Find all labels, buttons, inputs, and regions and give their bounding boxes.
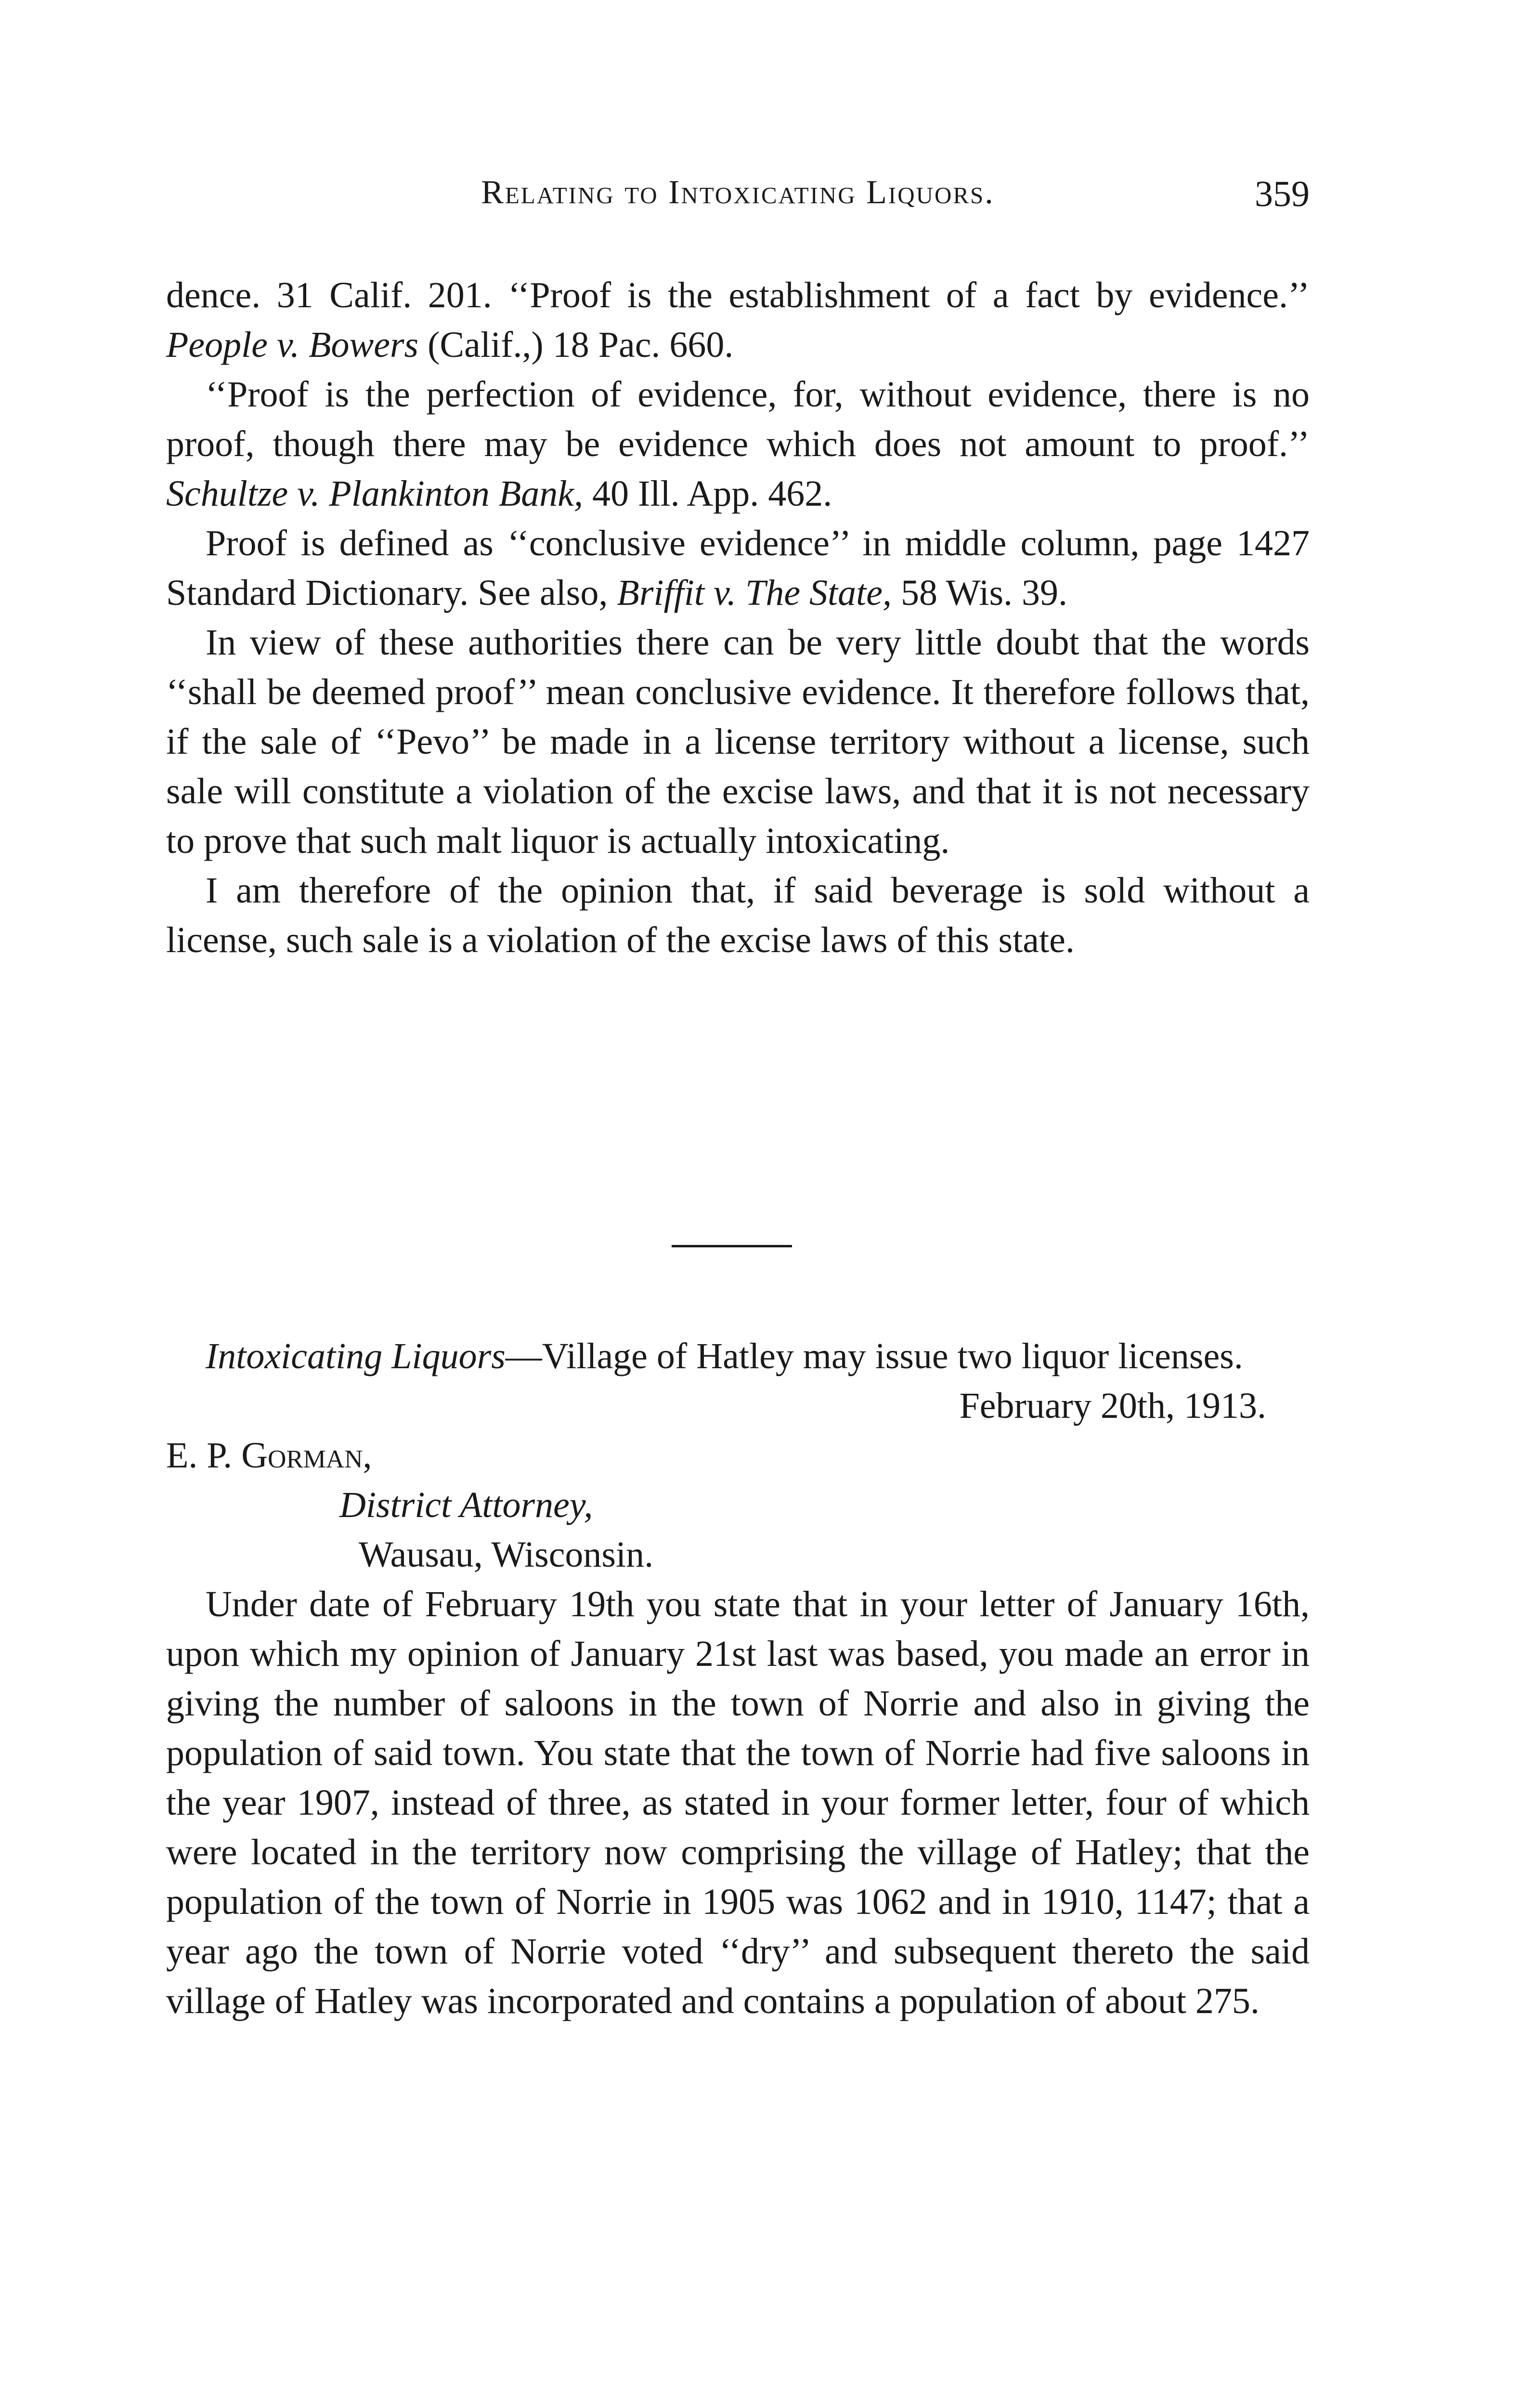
case-citation: Briffit v. The State, [617, 573, 892, 613]
opinion-hatley-licenses [166, 1332, 1310, 2026]
addressee-title: District Attorney, [339, 1485, 593, 1525]
opinion-continuation [166, 271, 1310, 965]
addressee-surname: Gorman, [241, 1435, 372, 1476]
paragraph-proof-definition [166, 271, 1310, 370]
case-citation: Schultze v. Plankinton Bank, [166, 473, 584, 514]
page-header [166, 173, 1310, 226]
text-run: (Calif.,) 18 Pac. 660. [418, 325, 734, 365]
paragraph-under-date: Under date of February 19th you state that in your letter of January 16th, upon which my opinion of January 21st last was based, you made an error in giving the number of saloons in the town of Norrie and also in giving the population of said town. You state that the town of Norrie had five saloons in the year 1907, instead of three, as stated in your former letter, four of which were located in the territory now comprising the village of Hatley; that the population of the town of Norrie in 1905 was 1062 and in 1910, 1147; that a year ago the town of Norrie voted ‘‘dry’’ and subsequent thereto the said village of Hatley was incorporated and contains a population of about 275. [166, 1584, 1310, 2021]
text-run: ‘‘Proof is the perfection of evidence, for, without evidence, there is no proof, though there may be evidence which does not amount to proof.’’ [166, 374, 1310, 464]
addressee-city: Wausau, Wisconsin. [359, 1534, 654, 1575]
page-number: 359 [1255, 174, 1310, 214]
addressee-name [166, 1431, 1310, 1480]
addressee-initials: E. P. [166, 1435, 242, 1476]
paragraph-conclusion: I am therefore of the opinion that, if said beverage is sold without a license, such sale is a violation of the excise laws of this state. [166, 870, 1310, 960]
headnote-topic: Intoxicating Liquors [206, 1336, 506, 1376]
headnote [166, 1332, 1310, 1381]
text-run: dence. 31 Calif. 201. ‘‘Proof is the establishment of a fact by evidence.’’ [166, 275, 1310, 315]
paragraph-in-view-of-authorities: In view of these authorities there can be very little doubt that the words ‘‘shall be deemed proof’’ mean conclusive evidence. It therefore follows that, if the sale of ‘‘Pevo’’ be made in a license territory without a license, such sale will constitute a violation of the excise laws, and that it is not necessary to prove that such malt liquor is actually intoxicating. [166, 622, 1310, 861]
text-run: 58 Wis. 39. [892, 573, 1068, 613]
paragraph-standard-dictionary [166, 519, 1310, 618]
letter-date: February 20th, 1913. [959, 1386, 1266, 1426]
text-run: 40 Ill. App. 462. [583, 473, 832, 514]
headnote-text: —Village of Hatley may issue two liquor licenses. [505, 1336, 1243, 1376]
paragraph-perfection-of-evidence [166, 370, 1310, 519]
text-run: Proof is defined as ‘‘conclusive evidence’’ in middle column, page 1427 Standard Dictionary. See also, [166, 523, 1310, 613]
section-divider [672, 1245, 792, 1247]
case-citation: People v. Bowers [166, 325, 419, 365]
running-head: Relating to Intoxicating Liquors. [481, 174, 995, 211]
